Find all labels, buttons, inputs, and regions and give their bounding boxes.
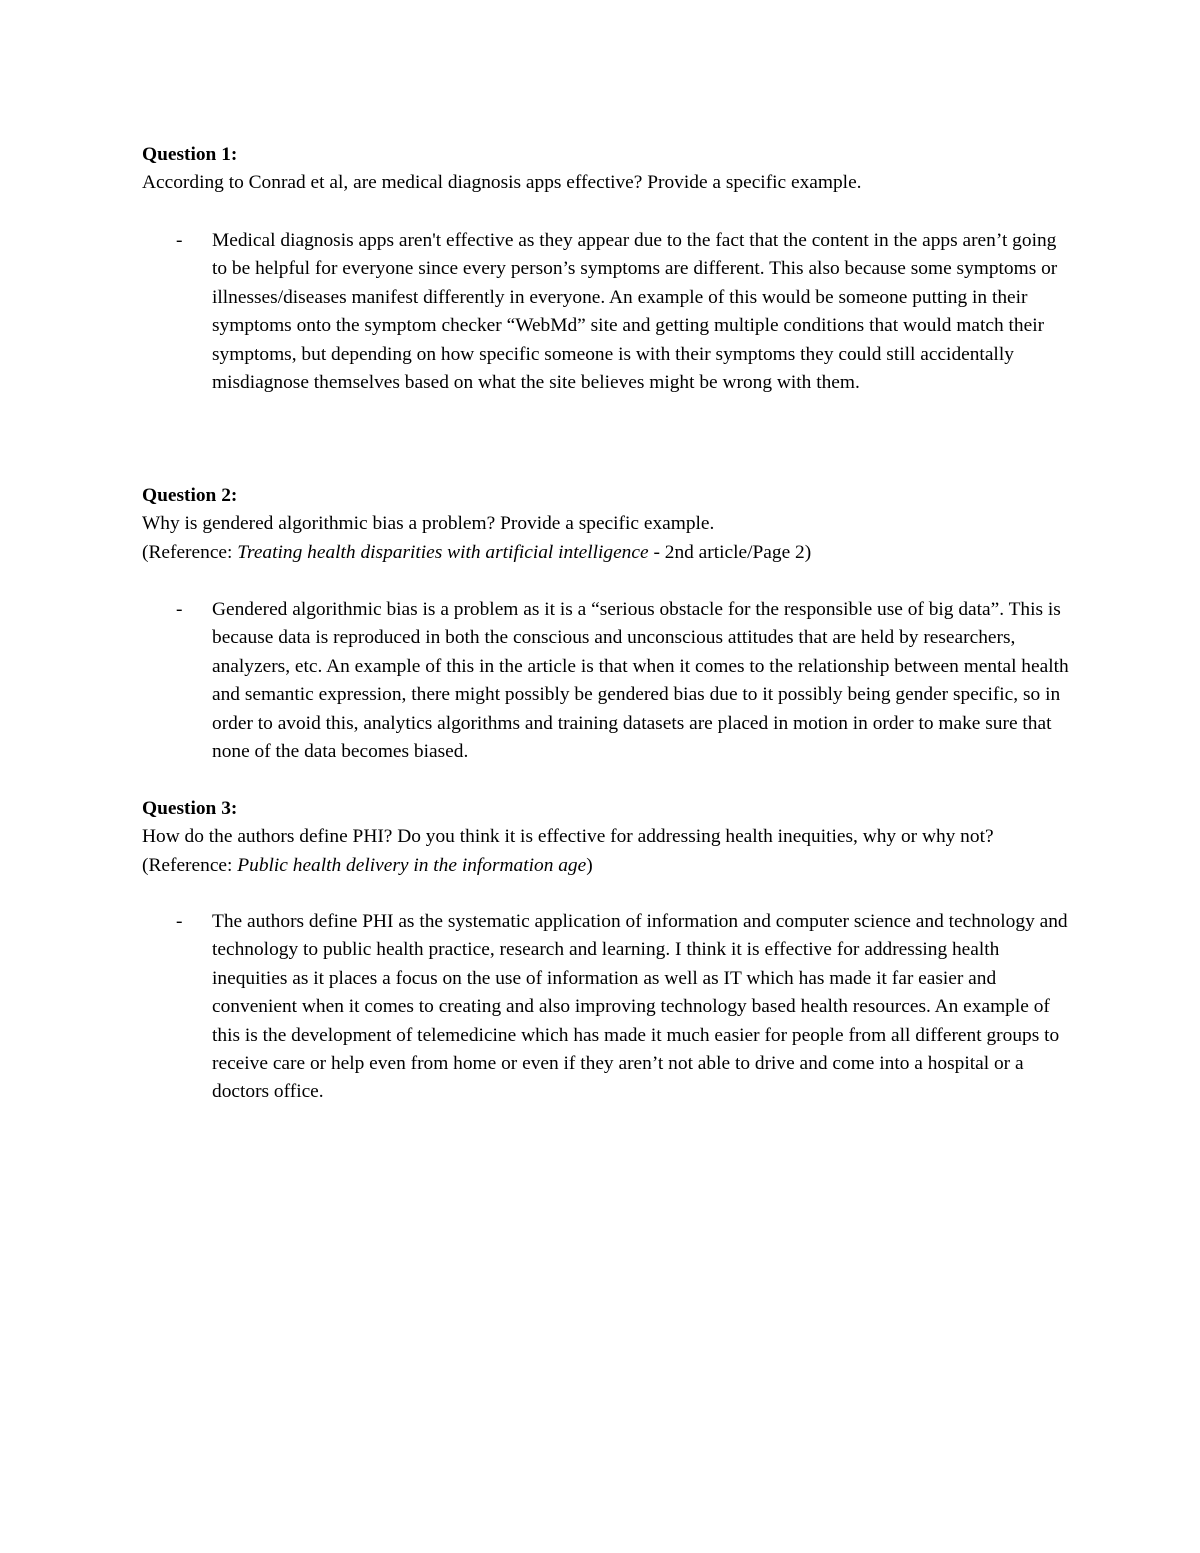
question-3-heading: Question 3: <box>142 798 238 819</box>
question-1-block <box>142 141 1072 198</box>
question-1-heading: Question 1: <box>142 144 238 165</box>
question-1-prompt: According to Conrad et al, are medical diagnosis apps effective? Provide a specific example. <box>142 172 862 194</box>
reference-prefix: (Reference: <box>142 541 238 563</box>
reference-suffix: - 2nd article/Page 2) <box>648 541 812 563</box>
question-2-prompt: Why is gendered algorithmic bias a problem? Provide a specific example. <box>142 513 715 535</box>
reference-title: Public health delivery in the information age <box>237 854 587 876</box>
question-3-prompt <box>142 823 1072 880</box>
bullet-dash: - <box>176 230 183 251</box>
reference-suffix: ) <box>586 854 593 876</box>
question-3-answer <box>142 908 1072 1107</box>
question-1-answer-text: Medical diagnosis apps aren't effective as they appear due to the fact that the content in the apps aren’t going to be helpful for everyone since every person’s symptoms are different. This also because some symptoms or illnesses/diseases manifest differently in everyone. An example of this would be someone putting in their symptoms onto the symptom checker “WebMd” site and getting multiple conditions that would match their symptoms, but depending on how specific someone is with their symptoms they could still accidentally misdiagnose themselves based on what the site believes might be wrong with them. <box>212 230 1058 394</box>
reference-title: Treating health disparities with artificial intelligence <box>237 541 649 563</box>
reference-prefix: (Reference: <box>142 854 238 876</box>
question-3-answer-text: The authors define PHI as the systematic application of information and computer science and technology and technology to public health practice, research and learning. I think it is effective for addressing health inequities as it places a focus on the use of information as well as IT which has made it far easier and convenient when it comes to creating and also improving technology based health resources. An example of this is the development of telemedicine which has made it much easier for people from all different groups to receive care or help even from home or even if they aren’t not able to drive and come into a hospital or a doctors office. <box>212 911 1068 1103</box>
bullet-dash: - <box>176 599 183 620</box>
question-1-answer <box>142 227 1072 397</box>
question-2-reference <box>142 539 1072 567</box>
question-2-heading: Question 2: <box>142 485 238 506</box>
question-2-block <box>142 482 1072 567</box>
question-2-answer <box>142 596 1072 766</box>
question-2-answer-text: Gendered algorithmic bias is a problem as it is a “serious obstacle for the responsible use of big data”. This is because data is reproduced in both the conscious and unconscious attitudes that are held by researchers, analyzers, etc. An example of this in the article is that when it comes to the relationship between mental health and semantic expression, there might possibly be gendered bias due to it possibly being gender specific, so in order to avoid this, analytics algorithms and training datasets are placed in motion in order to make sure that none of the data becomes biased. <box>212 599 1069 763</box>
question-3-prompt-text: How do the authors define PHI? Do you think it is effective for addressing health inequities, why or why not? <box>142 826 994 848</box>
question-3-block <box>142 795 1072 880</box>
bullet-dash: - <box>176 911 183 932</box>
